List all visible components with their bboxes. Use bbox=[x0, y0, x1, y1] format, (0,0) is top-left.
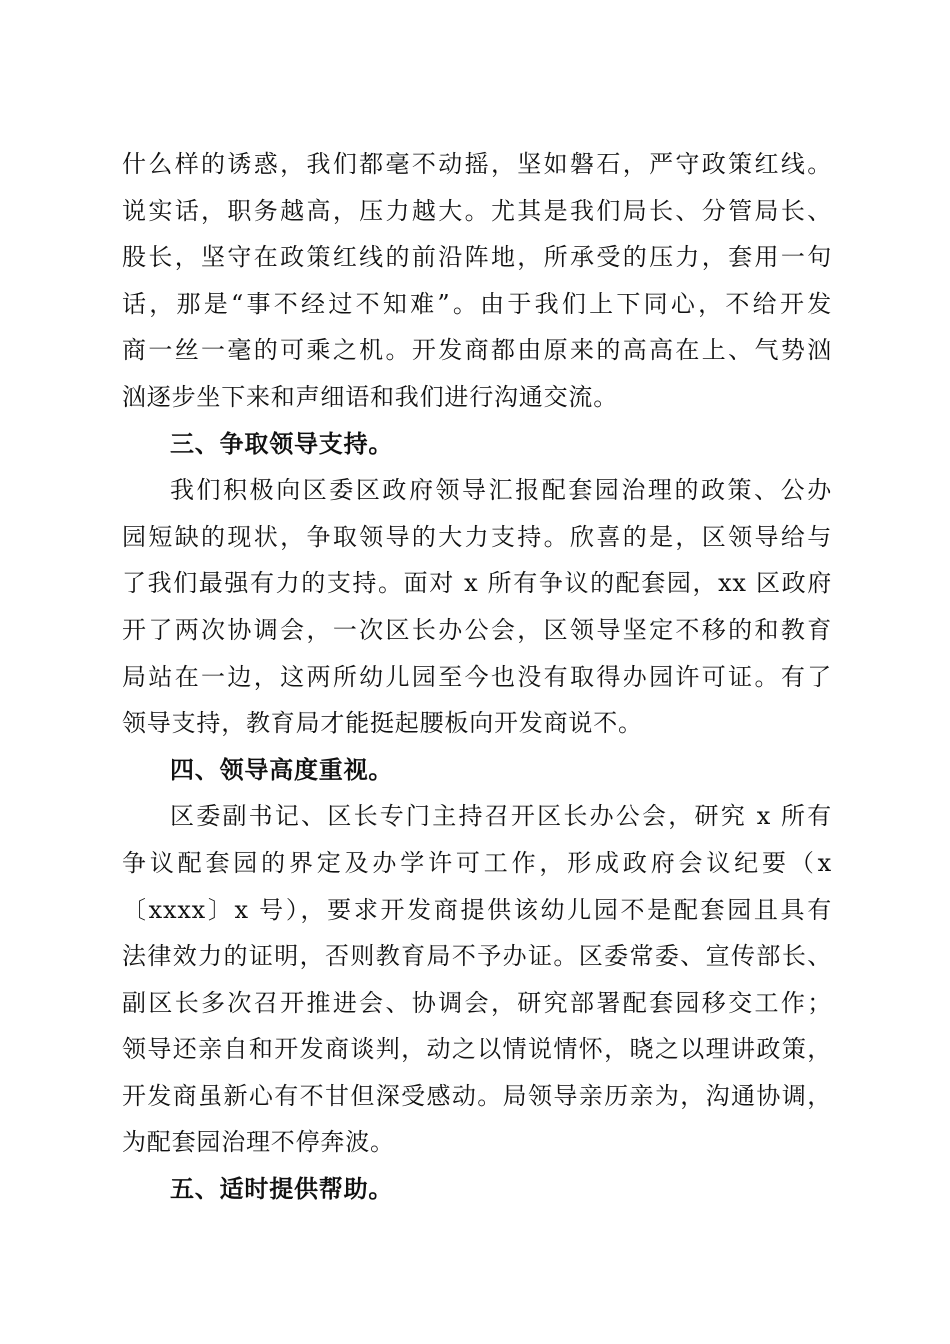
section-heading: 四、领导高度重视。 bbox=[170, 755, 394, 784]
paragraph-line: 领导支持，教育局才能挺起腰板向开发商说不。 bbox=[122, 709, 643, 738]
paragraph-line: 话，那是“事不经过不知难”。由于我们上下同心，不给开发 bbox=[122, 289, 832, 318]
paragraph-line: 什么样的诱惑，我们都毫不动摇，坚如磐石，严守政策红线。 bbox=[122, 150, 832, 178]
paragraph-line: 〔xxxx〕x 号），要求开发商提供该幼儿园不是配套园且具有 bbox=[122, 895, 832, 924]
section-heading: 五、适时提供帮助。 bbox=[170, 1175, 394, 1204]
paragraph-line: 区委副书记、区长专门主持召开区长办公会，研究 x 所有 bbox=[170, 802, 832, 831]
paragraph-line: 副区长多次召开推进会、协调会，研究部署配套园移交工作； bbox=[122, 988, 832, 1017]
paragraph-line: 领导还亲自和开发商谈判，动之以情说情怀，晓之以理讲政策， bbox=[122, 1035, 832, 1064]
paragraph-line: 了我们最强有力的支持。面对 x 所有争议的配套园，xx 区政府 bbox=[122, 569, 832, 598]
paragraph-line: 为配套园治理不停奔波。 bbox=[122, 1128, 395, 1157]
paragraph-line: 汹逐步坐下来和声细语和我们进行沟通交流。 bbox=[122, 382, 618, 411]
paragraph-line: 园短缺的现状，争取领导的大力支持。欣喜的是，区领导给与 bbox=[122, 522, 832, 551]
paragraph-line: 说实话，职务越高，压力越大。尤其是我们局长、分管局长、 bbox=[122, 196, 832, 225]
paragraph-line: 争议配套园的界定及办学许可工作，形成政府会议纪要（x bbox=[122, 848, 832, 877]
paragraph-line: 开了两次协调会，一次区长办公会，区领导坚定不移的和教育 bbox=[122, 615, 832, 644]
paragraph-line: 法律效力的证明，否则教育局不予办证。区委常委、宣传部长、 bbox=[122, 942, 832, 971]
document-body bbox=[122, 141, 832, 1213]
paragraph-line: 我们积极向区委区政府领导汇报配套园治理的政策、公办 bbox=[170, 476, 832, 505]
paragraph-line: 开发商虽新心有不甘但深受感动。局领导亲历亲为，沟通协调， bbox=[122, 1081, 832, 1110]
paragraph-line: 局站在一边，这两所幼儿园至今也没有取得办园许可证。有了 bbox=[122, 662, 832, 691]
section-heading: 三、争取领导支持。 bbox=[170, 429, 394, 458]
paragraph-line: 股长，坚守在政策红线的前沿阵地，所承受的压力，套用一句 bbox=[122, 243, 832, 272]
paragraph-line: 商一丝一毫的可乘之机。开发商都由原来的高高在上、气势汹 bbox=[122, 336, 832, 365]
